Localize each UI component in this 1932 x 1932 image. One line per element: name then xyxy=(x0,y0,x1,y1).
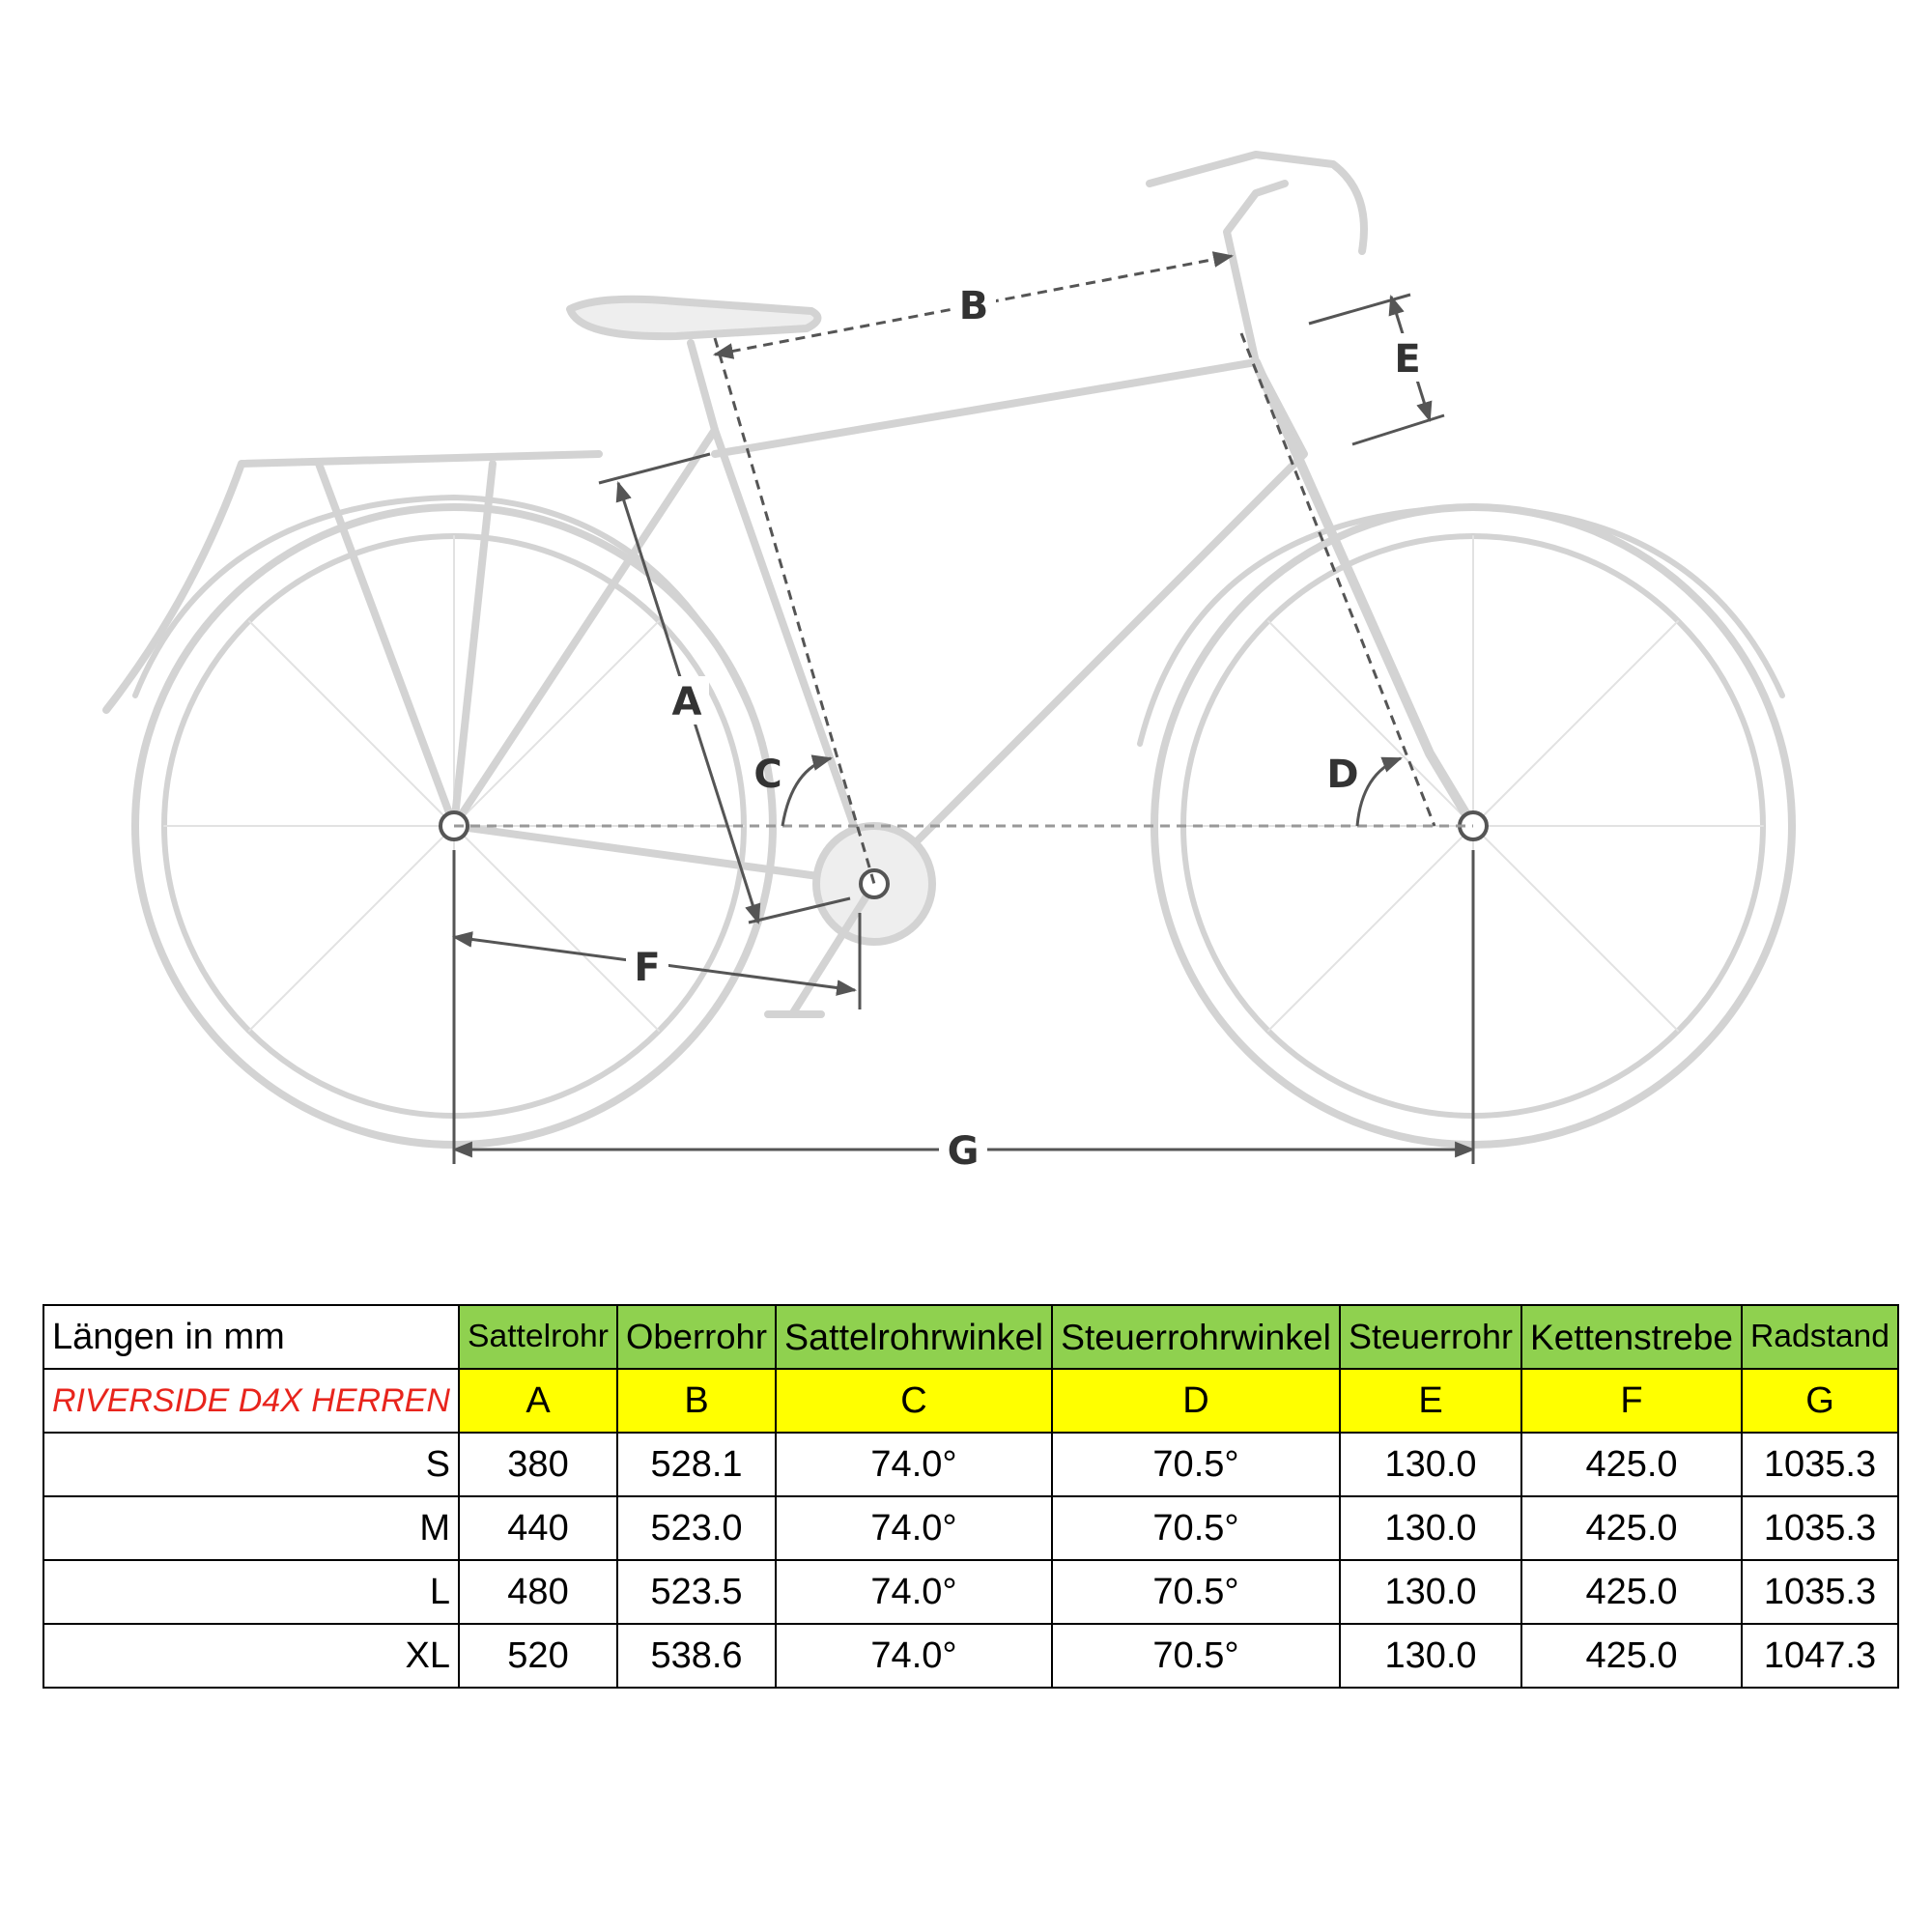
table-cell: 538.6 xyxy=(617,1624,776,1688)
dim-label-E: E xyxy=(1394,337,1421,382)
saddle xyxy=(570,299,817,336)
dim-label-D: D xyxy=(1326,753,1359,797)
table-row xyxy=(43,1560,1898,1624)
column-header: Oberrohr xyxy=(617,1305,776,1369)
table-cell: 130.0 xyxy=(1340,1560,1521,1624)
column-letter: D xyxy=(1052,1369,1340,1433)
table-row xyxy=(43,1433,1898,1496)
dim-label-B: B xyxy=(958,284,989,328)
model-name: RIVERSIDE D4X HERREN xyxy=(43,1369,459,1433)
table-cell: 425.0 xyxy=(1521,1560,1742,1624)
table-cell: 74.0° xyxy=(776,1496,1052,1560)
fork xyxy=(1256,362,1473,826)
table-cell: 520 xyxy=(459,1624,617,1688)
angle-arc-D xyxy=(1357,758,1401,826)
column-header: Sattelrohr xyxy=(459,1305,617,1369)
size-label: M xyxy=(43,1496,459,1560)
size-label: XL xyxy=(43,1624,459,1688)
table-cell: 130.0 xyxy=(1340,1624,1521,1688)
column-letter: B xyxy=(617,1369,776,1433)
table-cell: 70.5° xyxy=(1052,1496,1340,1560)
frame xyxy=(454,362,1304,884)
column-letter: C xyxy=(776,1369,1052,1433)
column-letter: E xyxy=(1340,1369,1521,1433)
geometry-table xyxy=(43,1304,1899,1689)
angle-arc-C xyxy=(782,758,831,826)
units-label: Längen in mm xyxy=(43,1305,459,1369)
table-row xyxy=(43,1496,1898,1560)
column-letter: A xyxy=(459,1369,617,1433)
table-cell: 130.0 xyxy=(1340,1433,1521,1496)
bicycle-illustration xyxy=(106,155,1792,1145)
table-cell: 523.0 xyxy=(617,1496,776,1560)
handlebar xyxy=(1150,155,1364,251)
table-row xyxy=(43,1624,1898,1688)
table-cell: 480 xyxy=(459,1560,617,1624)
column-header: Radstand xyxy=(1742,1305,1898,1369)
table-cell: 440 xyxy=(459,1496,617,1560)
table-cell: 1035.3 xyxy=(1742,1560,1898,1624)
table-cell: 1035.3 xyxy=(1742,1433,1898,1496)
table-cell: 70.5° xyxy=(1052,1624,1340,1688)
table-header-row xyxy=(43,1305,1898,1369)
column-header: Steuerrohrwinkel xyxy=(1052,1305,1340,1369)
column-header: Kettenstrebe xyxy=(1521,1305,1742,1369)
table-cell: 425.0 xyxy=(1521,1624,1742,1688)
column-header: Steuerrohr xyxy=(1340,1305,1521,1369)
table-cell: 74.0° xyxy=(776,1433,1052,1496)
table-cell: 1035.3 xyxy=(1742,1496,1898,1560)
column-header: Sattelrohrwinkel xyxy=(776,1305,1052,1369)
table-letter-row xyxy=(43,1369,1898,1433)
dim-label-F: F xyxy=(634,946,661,990)
column-letter: G xyxy=(1742,1369,1898,1433)
dim-label-G: G xyxy=(947,1129,980,1174)
table-cell: 523.5 xyxy=(617,1560,776,1624)
size-label: S xyxy=(43,1433,459,1496)
table-cell: 528.1 xyxy=(617,1433,776,1496)
dim-label-C: C xyxy=(753,753,782,797)
table-cell: 1047.3 xyxy=(1742,1624,1898,1688)
table-cell: 130.0 xyxy=(1340,1496,1521,1560)
table-cell: 74.0° xyxy=(776,1560,1052,1624)
column-letter: F xyxy=(1521,1369,1742,1433)
table-cell: 70.5° xyxy=(1052,1433,1340,1496)
table-cell: 74.0° xyxy=(776,1624,1052,1688)
table-cell: 70.5° xyxy=(1052,1560,1340,1624)
table-cell: 380 xyxy=(459,1433,617,1496)
size-label: L xyxy=(43,1560,459,1624)
table-cell: 425.0 xyxy=(1521,1433,1742,1496)
dim-label-A: A xyxy=(671,680,702,724)
table-cell: 425.0 xyxy=(1521,1496,1742,1560)
